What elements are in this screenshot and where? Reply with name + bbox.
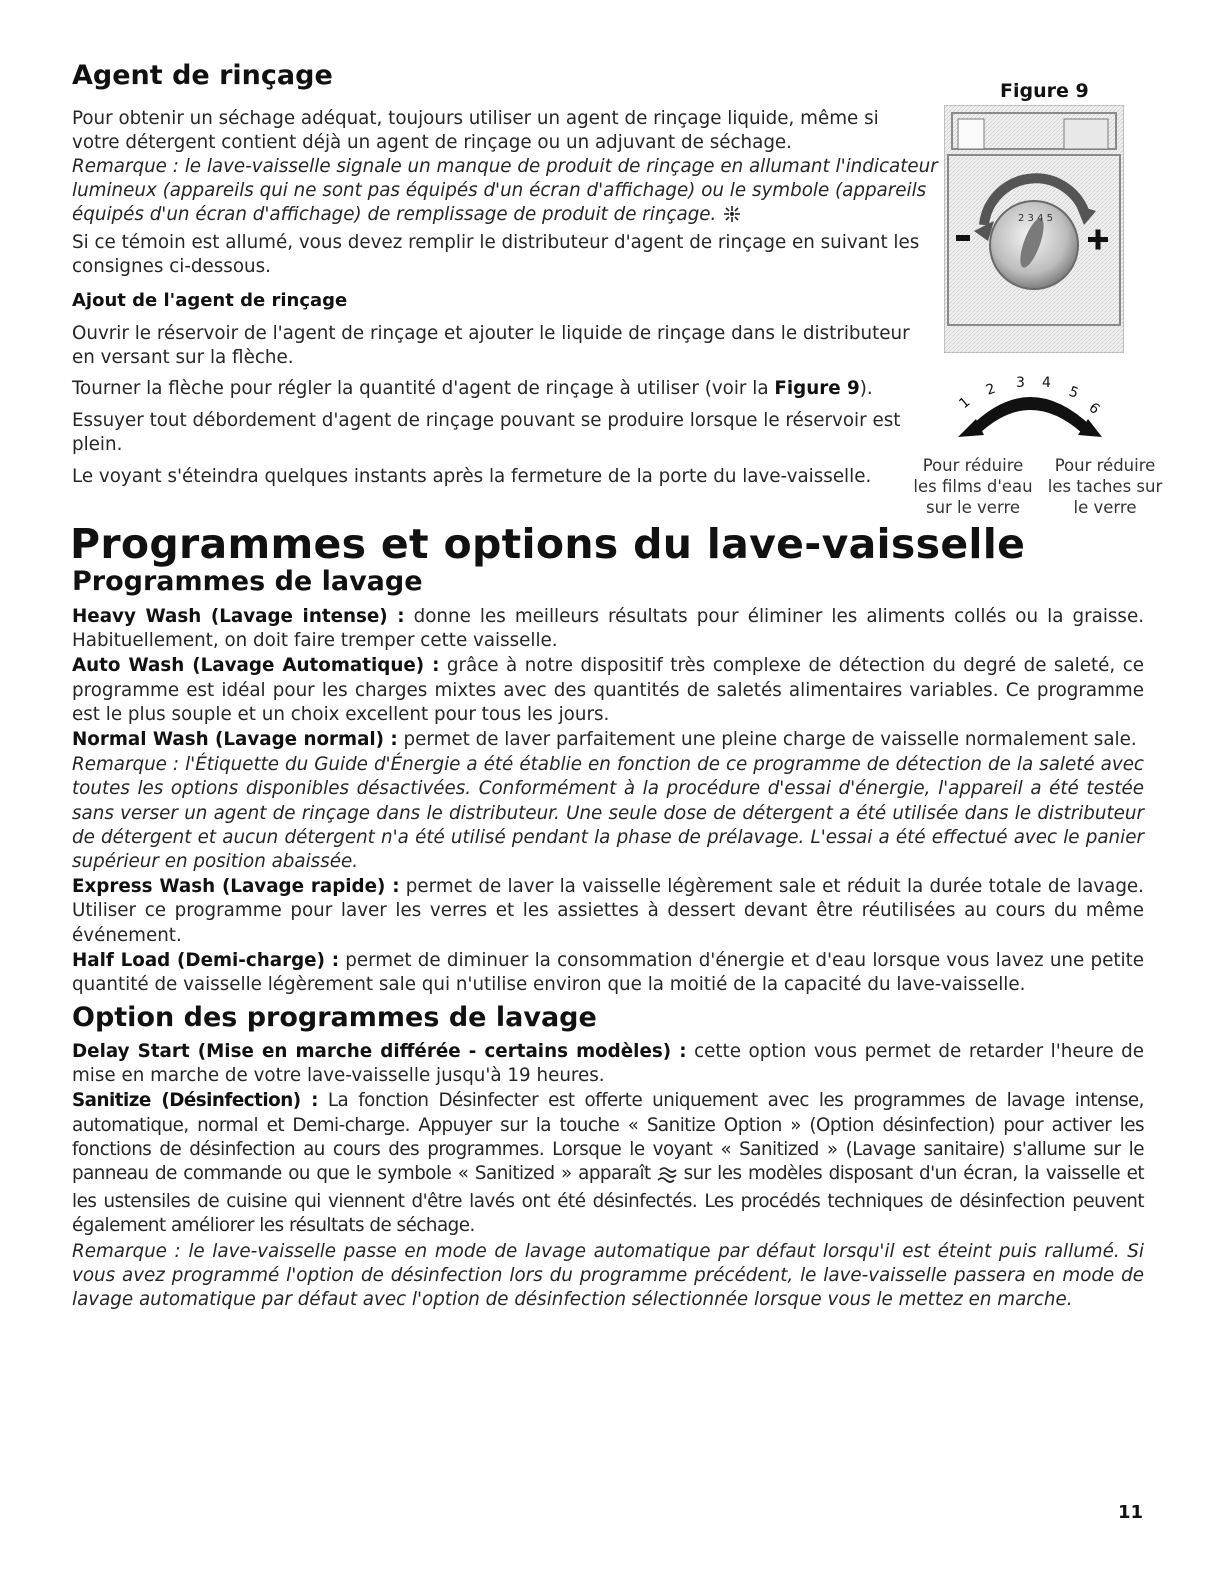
dial-number-2: 2	[983, 380, 998, 399]
program-term: Auto Wash (Lavage Automatique) :	[72, 655, 440, 677]
rinse-agent-heading: Agent de rinçage	[72, 60, 333, 91]
program-express-wash	[72, 875, 1144, 948]
program-term: Heavy Wash (Lavage intense) :	[72, 606, 405, 627]
caption-left-line-2: les films d'eau	[913, 477, 1033, 496]
figure-reference: Figure 9	[774, 378, 860, 399]
program-term: Express Wash (Lavage rapide) :	[72, 876, 400, 898]
program-auto-wash	[72, 654, 1144, 727]
option-desc: cette option vous permet de retarder l'heure de mise en marche de votre lave-vaisselle jusqu'à 19 heures.	[72, 1041, 1144, 1087]
normal-wash-note: Remarque : l'Étiquette du Guide d'Énergie a été établie en fonction de ce programme de détection de la saleté avec toutes les options disponibles désactivées. Conformément à la procédure d'essai d'énergie, l'appareil a été testée sans verser un agent de rinçage dans le distributeur. Une seule dose de détergent a été utilisée dans le distributeur de détergent et aucun détergent n'a été utilisé pendant la phase de prélavage. L'essai a été effectué avec le panier supérieur en position abaissée.	[72, 754, 1144, 873]
turn-arrow-line	[72, 377, 873, 402]
rinse-note-line-3	[72, 203, 742, 232]
rinse-lamp-line-1: Si ce témoin est allumé, vous devez remplir le distributeur d'agent de rinçage en suivant les	[72, 232, 920, 253]
rinse-aid-symbol-icon	[722, 204, 742, 232]
program-half-load	[72, 949, 1144, 997]
rinse-dispenser-photo	[944, 105, 1124, 353]
dial-number-3: 3	[1016, 375, 1025, 391]
page-title: Programmes et options du lave-vaisselle	[70, 520, 1026, 568]
page-number: 11	[1118, 1502, 1144, 1523]
turn-arrow-text: Tourner la flèche pour régler la quantité d'agent de rinçage à utiliser (voir la	[72, 378, 769, 399]
light-off-line: Le voyant s'éteindra quelques instants après la fermeture de la porte du lave-vaisselle.	[72, 466, 872, 487]
wipe-overflow-line-1: Essuyer tout débordement d'agent de rinçage pouvant se produire lorsque le réservoir est	[72, 410, 901, 431]
options-note: Remarque : le lave-vaisselle passe en mode de lavage automatique par défaut lorsqu'il est éteint puis rallumé. Si vous avez programmé l'option de désinfection lors du programme précédent, le lave-vaisselle passera en mode de lavage automatique par défaut avec l'option de désinfection sélectionnée lorsque vous le mettez en marche.	[72, 1240, 1144, 1311]
rinse-lamp-line-2: consignes ci-dessous.	[72, 256, 271, 277]
dial-number-1: 1	[956, 394, 974, 413]
wash-options-heading: Option des programmes de lavage	[72, 1002, 597, 1033]
option-desc-part-2: sur les modèles disposant d'un écran, la vaisselle et les ustensiles de cuisine qui viennent d'être lavés ont été désinfectés. Les procédés techniques de désinfection peuvent également améliorer les résultats de séchage.	[72, 1163, 1145, 1237]
dial-number-6: 6	[1085, 399, 1103, 418]
caption-left-line-3: sur le verre	[925, 498, 1021, 517]
dial-number-4: 4	[1042, 375, 1051, 391]
program-term: Half Load (Demi-charge) :	[72, 949, 340, 971]
caption-reduce-water-film	[912, 455, 1034, 518]
program-desc: grâce à notre dispositif très complexe de détection du degré de saleté, ce programme est idéal pour les charges mixtes avec des quantités de saletés alimentaires variables. Ce programme est le plus souple et un choix excellent pour tous les jours.	[72, 655, 1144, 725]
svg-text:2 3 4 5: 2 3 4 5	[1018, 213, 1053, 224]
turn-arrow-end: ).	[859, 378, 873, 399]
program-heavy-wash	[72, 605, 1144, 653]
dial-setting-diagram	[950, 375, 1110, 450]
wash-programs-heading: Programmes de lavage	[72, 566, 423, 597]
rinse-note-line-2: lumineux (appareils qui ne sont pas équipés d'un écran d'affichage) ou le symbole (appareils	[72, 180, 927, 201]
open-reservoir-line-1: Ouvrir le réservoir de l'agent de rinçage et ajouter le liquide de rinçage dans le distributeur	[72, 323, 910, 344]
caption-right-line-3: le verre	[1073, 498, 1137, 517]
caption-left-line-1: Pour réduire	[922, 456, 1024, 475]
open-reservoir-line-2: en versant sur la flèche.	[72, 347, 294, 368]
program-term: Normal Wash (Lavage normal) :	[72, 729, 398, 751]
program-desc: permet de laver la vaisselle légèrement sale et réduit la durée totale de lavage. Utiliser ce programme pour laver les verres et les assiettes à dessert devant être réutilisées au cours du même événement.	[72, 876, 1144, 946]
program-desc: permet de diminuer la consommation d'énergie et d'eau lorsque vous lavez une petite quantité de vaisselle légèrement sale qui n'utilise environ que la moitié de la capacité du lave-vaisselle.	[72, 949, 1144, 996]
program-desc: donne les meilleurs résultats pour éliminer les aliments collés ou la graisse. Habituellement, on doit faire tremper cette vaisselle.	[72, 606, 1145, 652]
option-sanitize	[72, 1089, 1144, 1238]
rinse-intro-line-2: votre détergent contient déjà un agent de rinçage ou un adjuvant de séchage.	[72, 132, 792, 153]
option-term: Sanitize (Désinfection) :	[72, 1090, 318, 1112]
option-term: Delay Start (Mise en marche différée - certains modèles) :	[72, 1041, 687, 1062]
caption-reduce-spots	[1040, 455, 1170, 518]
wipe-overflow-line-2: plein.	[72, 434, 123, 455]
wash-programs-list	[72, 605, 1144, 998]
program-normal-wash	[72, 728, 1144, 752]
program-desc: permet de laver parfaitement une pleine charge de vaisselle normalement sale.	[397, 729, 1137, 751]
option-delay-start	[72, 1040, 1144, 1088]
wash-options-list	[72, 1040, 1144, 1313]
figure-title: Figure 9	[1000, 80, 1089, 102]
option-desc-part-1: La fonction Désinfecter est offerte uniquement avec les programmes de lavage intense, automatique, normal et Demi-charge. Appuyer sur la touche « Sanitize Option » (Option désinfection) pour activer les fonctions de désinfection au cours des programmes. Lorsque le voyant « Sanitized » (Lavage sanitaire) s'allume sur le panneau de commande ou que le symbole « Sanitized » apparaît	[72, 1090, 1144, 1185]
add-rinse-agent-heading: Ajout de l'agent de rinçage	[72, 290, 348, 311]
rinse-note-line-3-text: équipés d'un écran d'affichage) de remplissage de produit de rinçage.	[72, 204, 717, 225]
dial-number-5: 5	[1066, 383, 1081, 402]
caption-right-line-1: Pour réduire	[1054, 456, 1156, 475]
caption-right-line-2: les taches sur	[1047, 477, 1163, 496]
rinse-note-line-1: Remarque : le lave-vaisselle signale un manque de produit de rinçage en allumant l'indicateur	[72, 156, 938, 177]
rinse-intro-line-1: Pour obtenir un séchage adéquat, toujours utiliser un agent de rinçage liquide, même si	[72, 108, 879, 129]
sanitized-symbol-icon	[657, 1165, 677, 1190]
